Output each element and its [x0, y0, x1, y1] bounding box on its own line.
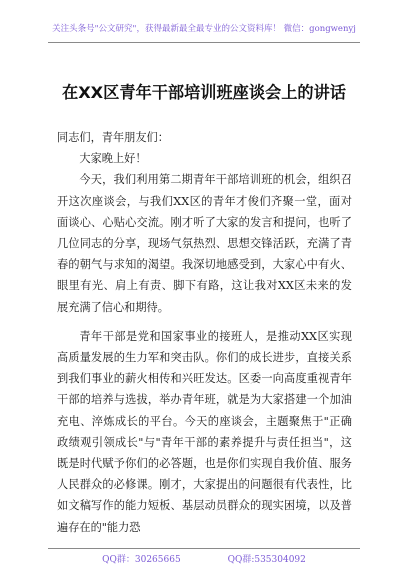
- header-divider: [48, 42, 360, 43]
- footer-qq-group-2: QQ群:535304092: [227, 555, 306, 565]
- document-title: 在XX区青年干部培训班座谈会上的讲话: [62, 83, 346, 102]
- paragraph-2: 青年干部是党和国家事业的接班人，是推动XX区实现高质量发展的生力军和突击队。你们的成长进步，直接关系到我们事业的薪火相传和兴旺发达。区委一向高度重视青年干部的培养与选拔，举办青年班，就是为大家搭建一个加油充电、淬炼成长的平台。今天的座谈会，主题聚焦于"正确政绩观引领成长"与"青年干部的素养提升与责任担当"，这既是时代赋予你们的必答题，也是你们实现自我价值、服务人民群众的必修课。刚才，大家提出的问题很有代表性，比如文稿写作的能力短板、基层动员群众的现实困境，以及普遍存在的"能力恐: [57, 329, 352, 534]
- footer-divider: [48, 548, 360, 549]
- footer: [0, 552, 408, 565]
- header-banner: 关注头条号"公文研究"，获得最新最全最专业的公文资料库！ 微信：gongwenyj: [52, 24, 356, 34]
- paragraph-gap: [57, 318, 352, 326]
- salutation: 同志们，青年朋友们：: [57, 131, 169, 144]
- greeting: 大家晚上好！: [79, 152, 147, 166]
- document-body: [57, 127, 352, 538]
- paragraph-1: 今天，我们利用第二期青年干部培训班的机会，组织召开这次座谈会，与我们XX区的青年才俊们齐聚一堂，面对面谈心、心贴心交流。刚才听了大家的发言和提问，也听了几位同志的分享，现场气氛热烈、思想交锋活跃，充满了青春的朝气与求知的渴望。我深切地感受到，大家心中有火、眼里有光、肩上有责、脚下有路，这让我对XX区未来的发展充满了信心和期待。: [57, 173, 352, 314]
- footer-qq-group-1: QQ群：30265665: [102, 555, 181, 565]
